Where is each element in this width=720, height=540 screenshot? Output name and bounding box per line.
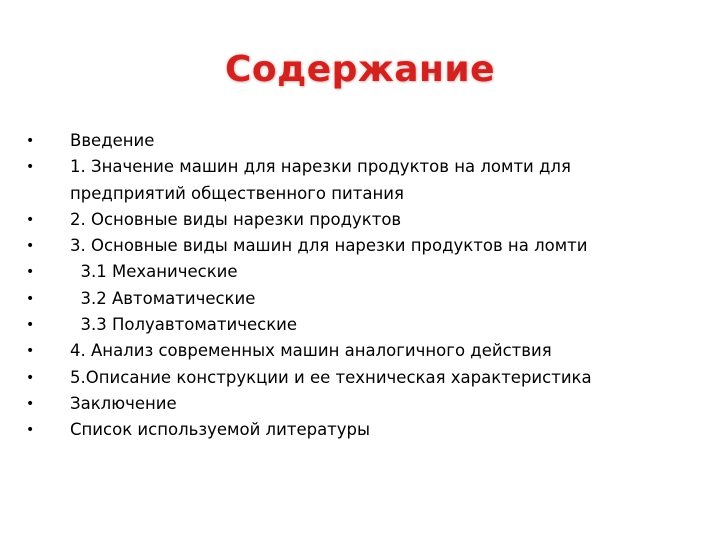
list-item xyxy=(26,312,686,338)
list-item-text: 3.3 Полуавтоматические xyxy=(70,315,298,335)
bullet-icon: • xyxy=(26,264,35,281)
list-item-text: 4. Анализ современных машин аналогичного действия xyxy=(70,341,552,361)
list-item-text: 3.1 Механические xyxy=(70,262,238,282)
list-item xyxy=(26,259,686,285)
list-item-text: Список используемой литературы xyxy=(70,420,371,440)
list-item xyxy=(26,417,686,443)
list-item xyxy=(26,286,686,312)
list-item xyxy=(26,128,686,154)
list-item-text: Заключение xyxy=(70,393,177,413)
list-item-text: 3. Основные виды машин для нарезки продуктов на ломти xyxy=(70,236,588,256)
bullet-icon: • xyxy=(26,133,35,149)
table-of-contents xyxy=(26,128,686,444)
list-item-text: Введение xyxy=(70,131,155,150)
list-item xyxy=(26,154,686,207)
page-title: Содержание xyxy=(224,49,496,90)
bullet-icon: • xyxy=(26,317,35,334)
bullet-icon: • xyxy=(26,211,35,228)
list-item xyxy=(26,338,686,364)
bullet-icon: • xyxy=(26,395,35,412)
list-item-text: 3.2 Автоматические xyxy=(70,288,256,308)
list-item xyxy=(26,233,686,259)
list-item xyxy=(26,365,686,391)
bullet-icon: • xyxy=(26,422,35,439)
bullet-icon: • xyxy=(26,238,35,255)
list-item-text: 5.Описание конструкции и ее техническая характеристика xyxy=(70,367,592,387)
bullet-icon: • xyxy=(26,290,35,307)
list-item xyxy=(26,391,686,417)
bullet-icon: • xyxy=(26,369,35,386)
list-item-text: 1. Значение машин для нарезки продуктов на ломти для предприятий общественного питания xyxy=(70,157,571,203)
bullet-icon: • xyxy=(26,159,35,176)
bullet-icon: • xyxy=(26,343,35,360)
list-item-text: 2. Основные виды нарезки продуктов xyxy=(70,209,402,229)
list-item xyxy=(26,207,686,233)
